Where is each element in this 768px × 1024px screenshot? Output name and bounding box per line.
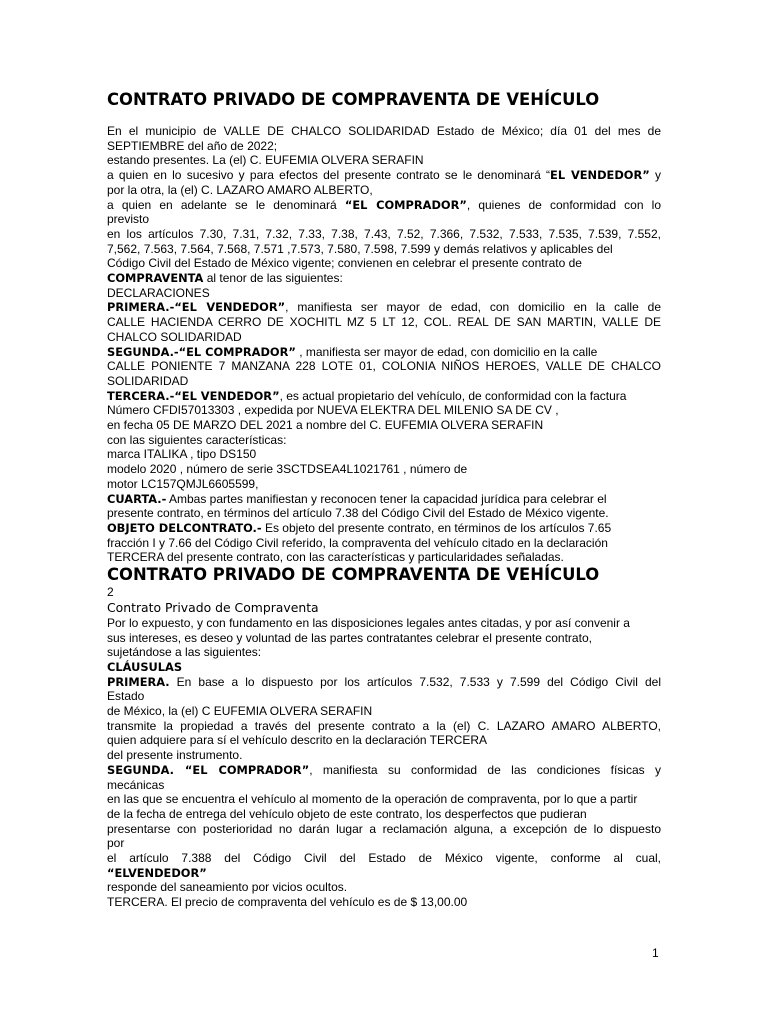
declaracion-tercera bbox=[107, 389, 661, 404]
declaracion-segunda bbox=[107, 345, 661, 360]
clausulas-section bbox=[107, 660, 661, 910]
clausula-line: quien adquiere para sí el vehículo descrito en la declaración TERCERA bbox=[107, 733, 487, 748]
declaracion-line: TERCERA del presente contrato, con las características y particularidades señaladas. bbox=[107, 550, 564, 565]
intro-line bbox=[107, 198, 661, 213]
intro-text: y bbox=[649, 168, 661, 183]
clausula-line: responde del saneamiento por vicios ocultos. bbox=[107, 880, 348, 895]
intro-line: Código Civil del Estado de México vigente; convienen en celebrar el presente contrato de bbox=[107, 256, 582, 271]
document-page bbox=[107, 90, 661, 910]
declaracion-text: , es actual propietario del vehículo, de conformidad con la factura bbox=[279, 388, 627, 403]
declaracion-line: CALLE PONIENTE 7 MANZANA 228 LOTE 01, COLONIA NIÑOS HEROES, VALLE DE CHALCO bbox=[107, 359, 661, 374]
intro-line: SEPTIEMBRE del año de 2022; bbox=[107, 138, 278, 153]
declaracion-line: CHALCO SOLIDARIDAD bbox=[107, 329, 242, 344]
declaracion-line: fracción I y 7.66 del Código Civil referido, la compraventa del vehículo citado en la declaración bbox=[107, 535, 608, 550]
vendedor-term: EL VENDEDOR” bbox=[550, 168, 650, 183]
clausula-line: por bbox=[107, 836, 125, 851]
clausula-label: SEGUNDA. “EL COMPRADOR” bbox=[107, 762, 310, 777]
clausula-tercera: TERCERA. El precio de compraventa del vehículo es de $ 13,00.00 bbox=[107, 895, 468, 910]
preamble-line: Por lo expuesto, y con fundamento en las disposiciones legales antes citadas, y por así convenir a bbox=[107, 615, 630, 630]
intro-line bbox=[107, 271, 661, 286]
declaracion-line: CALLE HACIENDA CERRO DE XOCHITL MZ 5 LT 12, COL. REAL DE SAN MARTIN, VALLE DE bbox=[107, 315, 661, 330]
clausula-primera bbox=[107, 675, 661, 690]
declaracion-primera bbox=[107, 300, 661, 315]
declaracion-line: con las siguientes características: bbox=[107, 432, 287, 447]
declaracion-line: modelo 2020 , número de serie 3SCTDSEA4L1021761 , número de bbox=[107, 462, 468, 477]
compraventa-term: COMPRAVENTA bbox=[107, 271, 204, 286]
clausula-line: en las que se encuentra el vehículo al momento de la operación de compraventa, por lo que a partir bbox=[107, 792, 638, 807]
declaracion-line: en fecha 05 DE MARZO DEL 2021 a nombre del C. EUFEMIA OLVERA SERAFIN bbox=[107, 418, 544, 433]
declaracion-text: , manifiesta ser mayor de edad, con domicilio en la calle de bbox=[285, 300, 661, 315]
comprador-term: “EL COMPRADOR” bbox=[344, 197, 467, 212]
declaracion-line: motor LC157QMJL6605599, bbox=[107, 476, 259, 491]
clausula-text: , manifiesta su conformidad de las condiciones físicas y bbox=[309, 762, 662, 777]
clausula-text: En base a lo dispuesto por los artículos 7.532, 7.533 y 7.599 del Código Civil del bbox=[169, 674, 661, 689]
clausula-label: PRIMERA. bbox=[107, 674, 170, 689]
intro-line: estando presentes. La (el) C. EUFEMIA OLVERA SERAFIN bbox=[107, 153, 424, 168]
intro-text: a quien en adelante se le denominará bbox=[107, 197, 345, 212]
preamble-paragraph bbox=[107, 616, 661, 660]
intro-text: a quien en lo sucesivo y para efectos del presente contrato se le denominará “ bbox=[107, 168, 551, 183]
document-subtitle: Contrato Privado de Compraventa bbox=[107, 599, 319, 615]
clausulas-heading: CLÁUSULAS bbox=[107, 659, 183, 674]
intro-paragraph bbox=[107, 124, 661, 286]
clausula-segunda bbox=[107, 763, 661, 778]
intro-text: al tenor de las siguientes: bbox=[203, 271, 343, 286]
objeto-del-contrato bbox=[107, 521, 661, 536]
clausula-line: presentarse con posterioridad no darán lugar a reclamación alguna, a excepción de lo dispuesto bbox=[107, 821, 661, 836]
declaraciones-heading: DECLARACIONES bbox=[107, 285, 210, 300]
declaracion-label: TERCERA.-“EL VENDEDOR” bbox=[107, 388, 280, 403]
declaracion-cuarta bbox=[107, 492, 661, 507]
second-title: CONTRATO PRIVADO DE COMPRAVENTA DE VEHÍCULO bbox=[107, 565, 600, 585]
declaracion-label: PRIMERA.-“EL VENDEDOR” bbox=[107, 300, 286, 315]
intro-line: previsto bbox=[107, 212, 150, 227]
intro-line: en los artículos 7.30, 7.31, 7.32, 7.33, 7.38, 7.43, 7.52, 7.366, 7.532, 7.533, 7.535, 7.539, 7.552, bbox=[107, 226, 661, 241]
intro-line bbox=[107, 168, 661, 183]
declaracion-line: marca ITALIKA , tipo DS150 bbox=[107, 447, 257, 462]
clausula-line: del presente instrumento. bbox=[107, 748, 243, 763]
declaracion-label: SEGUNDA.-“EL COMPRADOR” bbox=[107, 344, 296, 359]
intro-line: En el municipio de VALLE DE CHALCO SOLIDARIDAD Estado de México; día 01 del mes de bbox=[107, 124, 661, 138]
declaracion-line: presente contrato, en términos del artículo 7.38 del Código Civil del Estado de México vigente. bbox=[107, 506, 609, 521]
vendedor-term: “ELVENDEDOR” bbox=[107, 865, 207, 880]
declaracion-line: SOLIDARIDAD bbox=[107, 373, 189, 388]
intro-line: por la otra, la (el) C. LAZARO AMARO ALBERTO, bbox=[107, 182, 373, 197]
declaracion-text: , manifiesta ser mayor de edad, con domicilio en la calle bbox=[295, 344, 598, 359]
clausula-line: el artículo 7.388 del Código Civil del Estado de México vigente, conforme al cual, bbox=[107, 851, 661, 866]
declaracion-text: Es objeto del presente contrato, en términos de los artículos 7.65 bbox=[261, 520, 612, 535]
preamble-line: sus intereses, es deseo y voluntad de las partes contratantes celebrar el presente contrato, bbox=[107, 630, 592, 645]
clausula-line: mecánicas bbox=[107, 777, 165, 792]
document-title: CONTRATO PRIVADO DE COMPRAVENTA DE VEHÍCULO bbox=[107, 90, 600, 109]
declaracion-label: OBJETO DELCONTRATO.- bbox=[107, 520, 262, 535]
footer-page-number: 1 bbox=[652, 946, 659, 960]
declaracion-text: Ambas partes manifiestan y reconocen tener la capacidad jurídica para celebrar el bbox=[166, 491, 607, 506]
clausula-line: transmite la propiedad a través del presente contrato a la (el) C. LAZARO AMARO ALBERTO, bbox=[107, 718, 661, 733]
clausula-line: Estado bbox=[107, 689, 145, 704]
preamble-line: sujetándose a las siguientes: bbox=[107, 645, 262, 660]
intro-text: , quienes de conformidad con lo bbox=[466, 197, 662, 212]
declaracion-label: CUARTA.- bbox=[107, 491, 167, 506]
clausula-line: de México, la (el) C EUFEMIA OLVERA SERAFIN bbox=[107, 704, 373, 719]
page-marker: 2 bbox=[107, 585, 114, 600]
intro-line: 7,562, 7.563, 7.564, 7.568, 7.571 ,7.573, 7.580, 7.598, 7.599 y demás relativos y aplicables del bbox=[107, 241, 613, 256]
declaracion-line: Número CFDI57013303 , expedida por NUEVA ELEKTRA DEL MILENIO SA DE CV , bbox=[107, 403, 559, 418]
clausula-line: de la fecha de entrega del vehículo objeto de este contrato, los desperfectos que pudieran bbox=[107, 806, 587, 821]
declaraciones-section bbox=[107, 286, 661, 565]
